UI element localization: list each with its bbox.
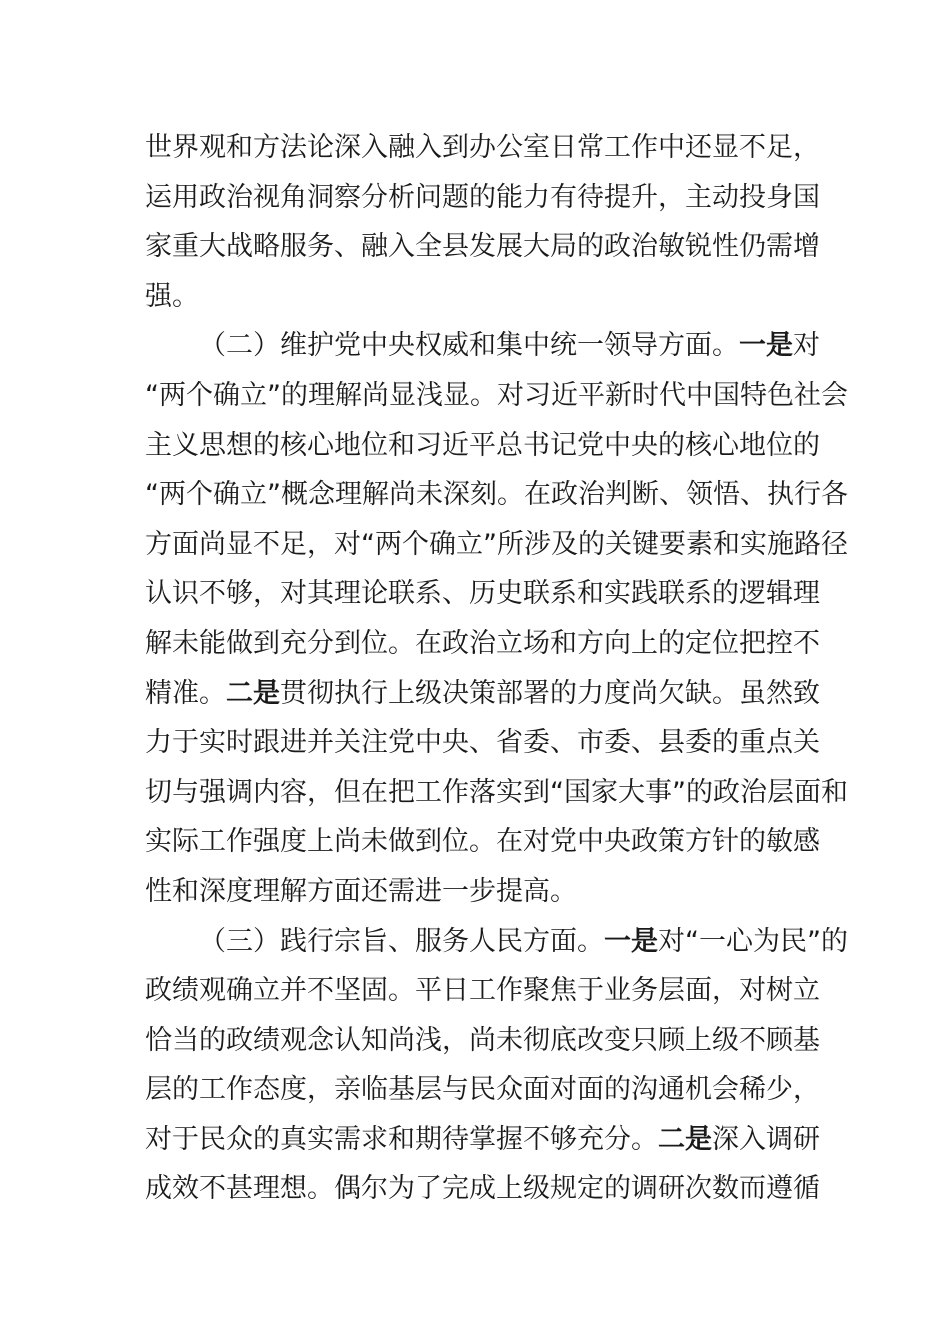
document-body-text: [145, 123, 848, 1214]
text-segment: 力于实时跟进并关注党中央、省委、市委、县委的重点关: [145, 727, 820, 759]
text-segment: 层的工作态度，亲临基层与民众面对面的沟通机会稀少，: [145, 1074, 820, 1106]
text-line: [145, 867, 815, 917]
text-segment: 世界观和方法论深入融入到办公室日常工作中还显不足，: [145, 132, 820, 163]
text-line: [145, 1164, 820, 1214]
text-segment: 切与强调内容，但在把工作落实到“国家大事”的政治层面和: [145, 776, 848, 808]
text-segment: “两个确立”概念理解尚未深刻。在政治判断、领悟、执行各: [145, 479, 848, 511]
text-segment: “两个确立”的理解尚显浅显。对习近平新时代中国特色社会: [145, 379, 848, 411]
text-line: [145, 272, 815, 322]
text-segment: 成效不甚理想。偶尔为了完成上级规定的调研次数而遵循: [145, 1173, 820, 1205]
text-segment: （二）维护党中央权威和集中统一领导方面。: [199, 330, 739, 362]
text-line: [145, 1016, 820, 1066]
text-segment: 对“一心为民”的: [658, 925, 848, 957]
text-line: [145, 371, 848, 421]
bold-text-segment: 一是: [604, 925, 658, 957]
text-line: [145, 222, 820, 272]
text-line: [145, 123, 820, 173]
text-line: [145, 669, 820, 719]
bold-text-segment: 二是: [658, 1123, 712, 1155]
text-segment: 性和深度理解方面还需进一步提高。: [145, 875, 577, 907]
text-line: [145, 917, 848, 967]
text-segment: 主义思想的核心地位和习近平总书记党中央的核心地位的: [145, 429, 820, 461]
text-segment: 实际工作强度上尚未做到位。在对党中央政策方针的敏感: [145, 826, 820, 858]
text-segment: 政绩观确立并不坚固。平日工作聚焦于业务层面，对树立: [145, 975, 820, 1007]
text-line: [145, 470, 848, 520]
text-line: [145, 718, 820, 768]
text-segment: 运用政治视角洞察分析问题的能力有待提升，主动投身国: [145, 181, 820, 213]
text-line: [145, 173, 820, 223]
text-line: [145, 619, 820, 669]
text-line: [145, 520, 848, 570]
text-line: [145, 1065, 820, 1115]
text-line: [145, 817, 820, 867]
text-segment: 贯彻执行上级决策部署的力度尚欠缺。虽然致: [280, 677, 820, 709]
bold-text-segment: 二是: [226, 677, 280, 709]
text-segment: （三）践行宗旨、服务人民方面。: [199, 925, 604, 957]
text-segment: 深入调研: [712, 1123, 820, 1155]
text-line: [145, 321, 820, 371]
text-segment: 认识不够，对其理论联系、历史联系和实践联系的逻辑理: [145, 578, 820, 610]
text-segment: 家重大战略服务、融入全县发展大局的政治敏锐性仍需增: [145, 231, 820, 263]
bold-text-segment: 一是: [739, 330, 793, 362]
text-line: [145, 1115, 820, 1165]
text-segment: 恰当的政绩观念认知尚浅，尚未彻底改变只顾上级不顾基: [145, 1024, 820, 1056]
text-segment: 方面尚显不足，对“两个确立”所涉及的关键要素和实施路径: [145, 528, 848, 560]
text-segment: 精准。: [145, 677, 226, 709]
text-segment: 对于民众的真实需求和期待掌握不够充分。: [145, 1123, 658, 1155]
text-segment: 强。: [145, 280, 199, 312]
text-segment: 解未能做到充分到位。在政治立场和方向上的定位把控不: [145, 627, 820, 659]
text-segment: 对: [793, 330, 820, 362]
text-line: [145, 768, 848, 818]
text-line: [145, 569, 820, 619]
text-line: [145, 421, 820, 471]
text-line: [145, 966, 820, 1016]
